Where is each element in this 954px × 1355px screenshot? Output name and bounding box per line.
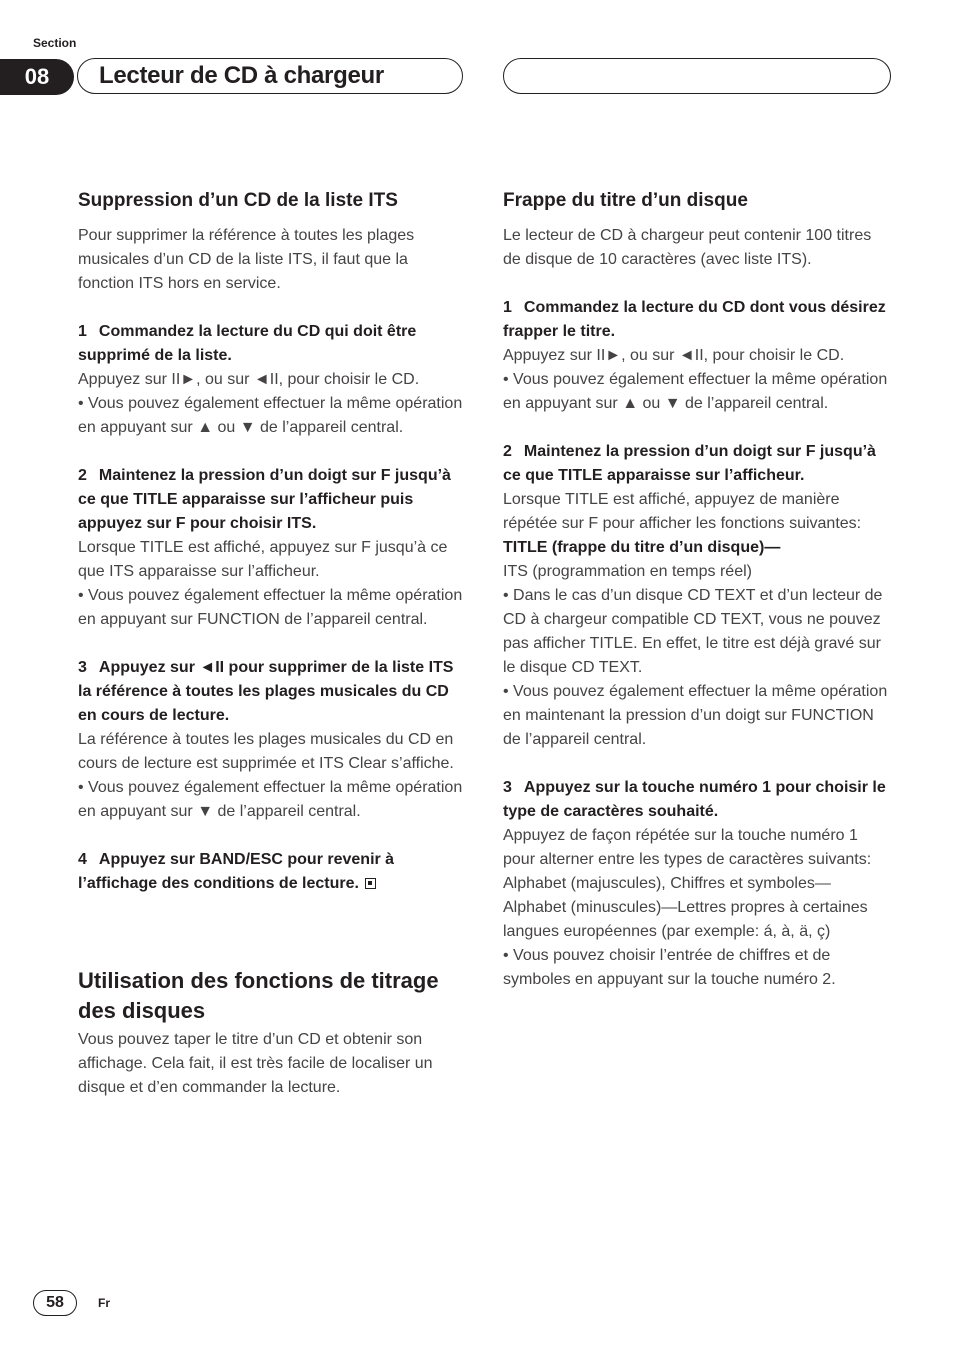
language-code: Fr	[98, 1296, 110, 1310]
left-heading-2: Utilisation des fonctions de titrage des disques	[78, 968, 439, 1023]
left-step-2-line-1: Lorsque TITLE est affiché, appuyez sur F jusqu’à ce que ITS apparaisse sur l’afficheur.	[78, 539, 448, 580]
left-step-3-title: 3 Appuyez sur ◄II pour supprimer de la liste ITS la référence à toutes les plages musicales du CD en cours de lecture.	[78, 659, 454, 724]
page-number: 58	[33, 1290, 77, 1316]
left-para-2: Vous pouvez taper le titre d’un CD et obtenir son affichage. Cela fait, il est très facile de localiser un disque et d’en commander la lecture.	[78, 1031, 433, 1096]
left-heading: Suppression d’un CD de la liste ITS	[78, 190, 398, 211]
left-step-3-line-2: • Vous pouvez également effectuer la même opération en appuyant sur ▼ de l’appareil central.	[78, 779, 463, 820]
right-step-2-line-2: TITLE (frappe du titre d’un disque)—	[503, 539, 781, 556]
left-step-1-line-2: • Vous pouvez également effectuer la même opération en appuyant sur ▲ ou ▼ de l’appareil central.	[78, 395, 463, 436]
left-step-2-title: 2 Maintenez la pression d’un doigt sur F jusqu’à ce que TITLE apparaisse sur l’afficheur puis appuyez sur F pour choisir ITS.	[78, 467, 451, 532]
right-column	[503, 188, 893, 992]
chapter-title-box	[77, 58, 463, 94]
right-step-3-title: 3 Appuyez sur la touche numéro 1 pour choisir le type de caractères souhaité.	[503, 779, 886, 820]
right-step-2-line-1: Lorsque TITLE est affiché, appuyez de manière répétée sur F pour afficher les fonctions suivantes:	[503, 491, 862, 532]
right-intro: Le lecteur de CD à chargeur peut contenir 100 titres de disque de 10 caractères (avec liste ITS).	[503, 227, 872, 268]
right-heading: Frappe du titre d’un disque	[503, 190, 748, 211]
section-label: Section	[33, 36, 77, 50]
left-intro: Pour supprimer la référence à toutes les plages musicales d’un CD de la liste ITS, il faut que la fonction ITS hors en service.	[78, 227, 415, 292]
left-column	[78, 188, 468, 1100]
left-step-1-line-1: Appuyez sur II►, ou sur ◄II, pour choisir le CD.	[78, 371, 420, 388]
chapter-title: Lecteur de CD à chargeur	[99, 62, 384, 89]
left-step-3-line-1: La référence à toutes les plages musicales du CD en cours de lecture est supprimée et ITS Clear s’affiche.	[78, 731, 454, 772]
header-empty-box	[503, 58, 891, 94]
right-step-3-line-1: Appuyez de façon répétée sur la touche numéro 1 pour alterner entre les types de caractères suivants:	[503, 827, 872, 868]
right-step-3-line-2: Alphabet (majuscules), Chiffres et symboles—Alphabet (minuscules)—Lettres propres à certaines langues européennes (par exemple: á, à, ä, ç)	[503, 875, 868, 940]
end-of-section-icon	[365, 878, 376, 889]
right-step-1-title: 1 Commandez la lecture du CD dont vous désirez frapper le titre.	[503, 299, 886, 340]
right-step-1-line-1: Appuyez sur II►, ou sur ◄II, pour choisir le CD.	[503, 347, 845, 364]
right-step-2-line-4: • Dans le cas d’un disque CD TEXT et d’un lecteur de CD à chargeur compatible CD TEXT, vous ne pouvez pas afficher TITLE. En effet, le titre est déjà gravé sur le disque CD TEXT.	[503, 587, 883, 676]
right-step-3-line-3: • Vous pouvez choisir l’entrée de chiffres et de symboles en appuyant sur la touche numéro 2.	[503, 947, 836, 988]
left-step-4-title: 4 Appuyez sur BAND/ESC pour revenir à l’affichage des conditions de lecture.	[78, 851, 395, 892]
section-number-badge: 08	[0, 59, 74, 95]
right-step-1-line-2: • Vous pouvez également effectuer la même opération en appuyant sur ▲ ou ▼ de l’appareil central.	[503, 371, 888, 412]
right-step-2-line-3: ITS (programmation en temps réel)	[503, 563, 752, 580]
left-step-2-line-2: • Vous pouvez également effectuer la même opération en appuyant sur FUNCTION de l’appareil central.	[78, 587, 463, 628]
left-step-1-title: 1 Commandez la lecture du CD qui doit être supprimé de la liste.	[78, 323, 417, 364]
right-step-2-title: 2 Maintenez la pression d’un doigt sur F jusqu’à ce que TITLE apparaisse sur l’afficheur.	[503, 443, 876, 484]
right-step-2-line-5: • Vous pouvez également effectuer la même opération en maintenant la pression d’un doigt sur FUNCTION de l’appareil central.	[503, 683, 888, 748]
